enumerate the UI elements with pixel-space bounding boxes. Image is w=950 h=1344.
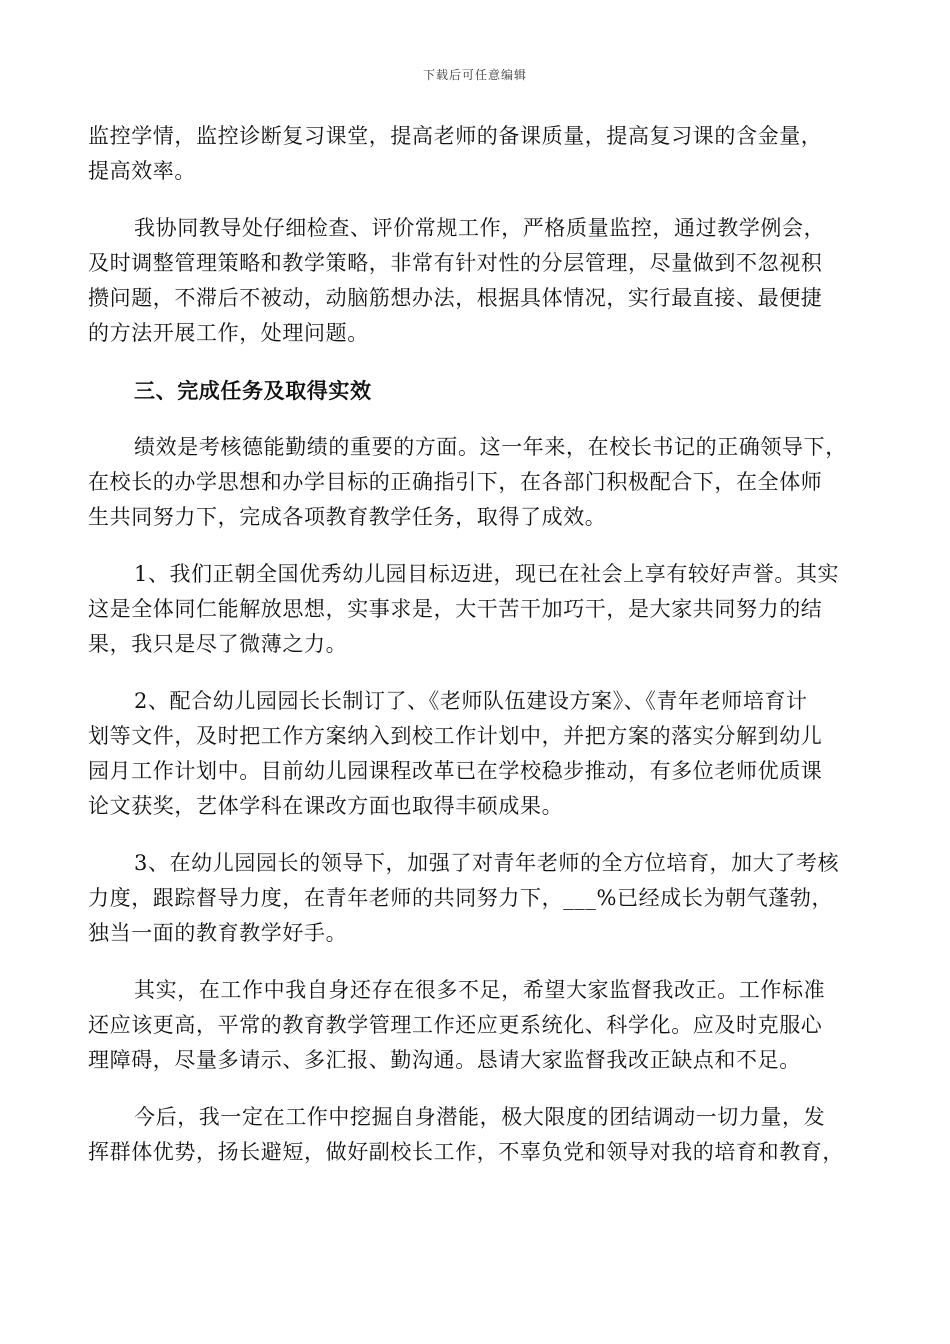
text-line: 2、配合幼儿园园长长制订了、《老师队伍建设方案》、《青年老师培育计 <box>134 689 808 713</box>
text-line: 攒问题，不滞后不被动，动脑筋想办法，根据具体情况，实行最直接、最便捷 <box>88 286 823 310</box>
text-line: 果，我只是尽了微薄之力。 <box>88 632 348 656</box>
text-line: 园月工作计划中。目前幼儿园课程改革已在学校稳步推动，有多位老师优质课 <box>88 759 823 783</box>
paragraph-1 <box>88 119 860 189</box>
text-line: 还应该更高，平常的教育教学管理工作还应更系统化、科学化。应及时克服心 <box>88 1013 823 1037</box>
text-line: 绩效是考核德能勤绩的重要的方面。这一年来，在校长书记的正确领导下， <box>134 435 847 459</box>
document-body <box>88 119 860 1192</box>
text-line: 今后，我一定在工作中挖掘自身潜能，极大限度的团结调动一切力量，发 <box>134 1105 826 1129</box>
text-line: 3、在幼儿园园长的领导下，加强了对青年老师的全方位培育，加大了考核 <box>134 851 840 875</box>
text-line: 在校长的办学思想和办学目标的正确指引下，在各部门积极配合下，在全体师 <box>88 470 823 494</box>
text-line: 这是全体同仁能解放思想，实事求是，大干苦干加巧干，是大家共同努力的结 <box>88 597 823 621</box>
text-line: 论文获奖，艺体学科在课改方面也取得丰硕成果。 <box>88 794 564 818</box>
paragraph-3 <box>88 430 860 535</box>
text-line: 监控学情，监控诊断复习课堂，提高老师的备课质量，提高复习课的含金量， <box>88 124 823 148</box>
text-line: 其实，在工作中我自身还存在很多不足，希望大家监督我改正。工作标准 <box>134 978 826 1002</box>
text-line: 力度，跟踪督导力度，在青年老师的共同努力下，___%已经成长为朝气蓬勃， <box>88 886 834 910</box>
text-line: 及时调整管理策略和教学策略，非常有针对性的分层管理，尽量做到不忽视积 <box>88 251 823 275</box>
paragraph-2 <box>88 211 860 351</box>
text-line: 理障碍，尽量多请示、多汇报、勤沟通。恳请大家监督我改正缺点和不足。 <box>88 1048 801 1072</box>
text-line: 划等文件，及时把工作方案纳入到校工作计划中，并把方案的落实分解到幼儿 <box>88 724 823 748</box>
paragraph-5 <box>88 684 860 824</box>
section-heading: 三、完成任务及取得实效 <box>134 378 372 403</box>
paragraph-4 <box>88 557 860 662</box>
text-line: 的方法开展工作，处理问题。 <box>88 321 369 345</box>
text-line: 挥群体优势，扬长避短，做好副校长工作，不辜负党和领导对我的培育和教育， <box>88 1140 844 1164</box>
text-line: 1、我们正朝全国优秀幼儿园目标迈进，现已在社会上享有较好声誉。其实 <box>134 562 840 586</box>
paragraph-8 <box>88 1100 860 1170</box>
text-line: 独当一面的教育教学好手。 <box>88 921 348 945</box>
text-line: 生共同努力下，完成各项教育教学任务，取得了成效。 <box>88 505 607 529</box>
text-line: 提高效率。 <box>88 159 196 183</box>
paragraph-6 <box>88 846 860 951</box>
page-header: 下载后可任意编辑 <box>422 68 527 82</box>
text-line: 我协同教导处仔细检查、评价常规工作，严格质量监控，通过教学例会， <box>134 216 826 240</box>
paragraph-7 <box>88 973 860 1078</box>
